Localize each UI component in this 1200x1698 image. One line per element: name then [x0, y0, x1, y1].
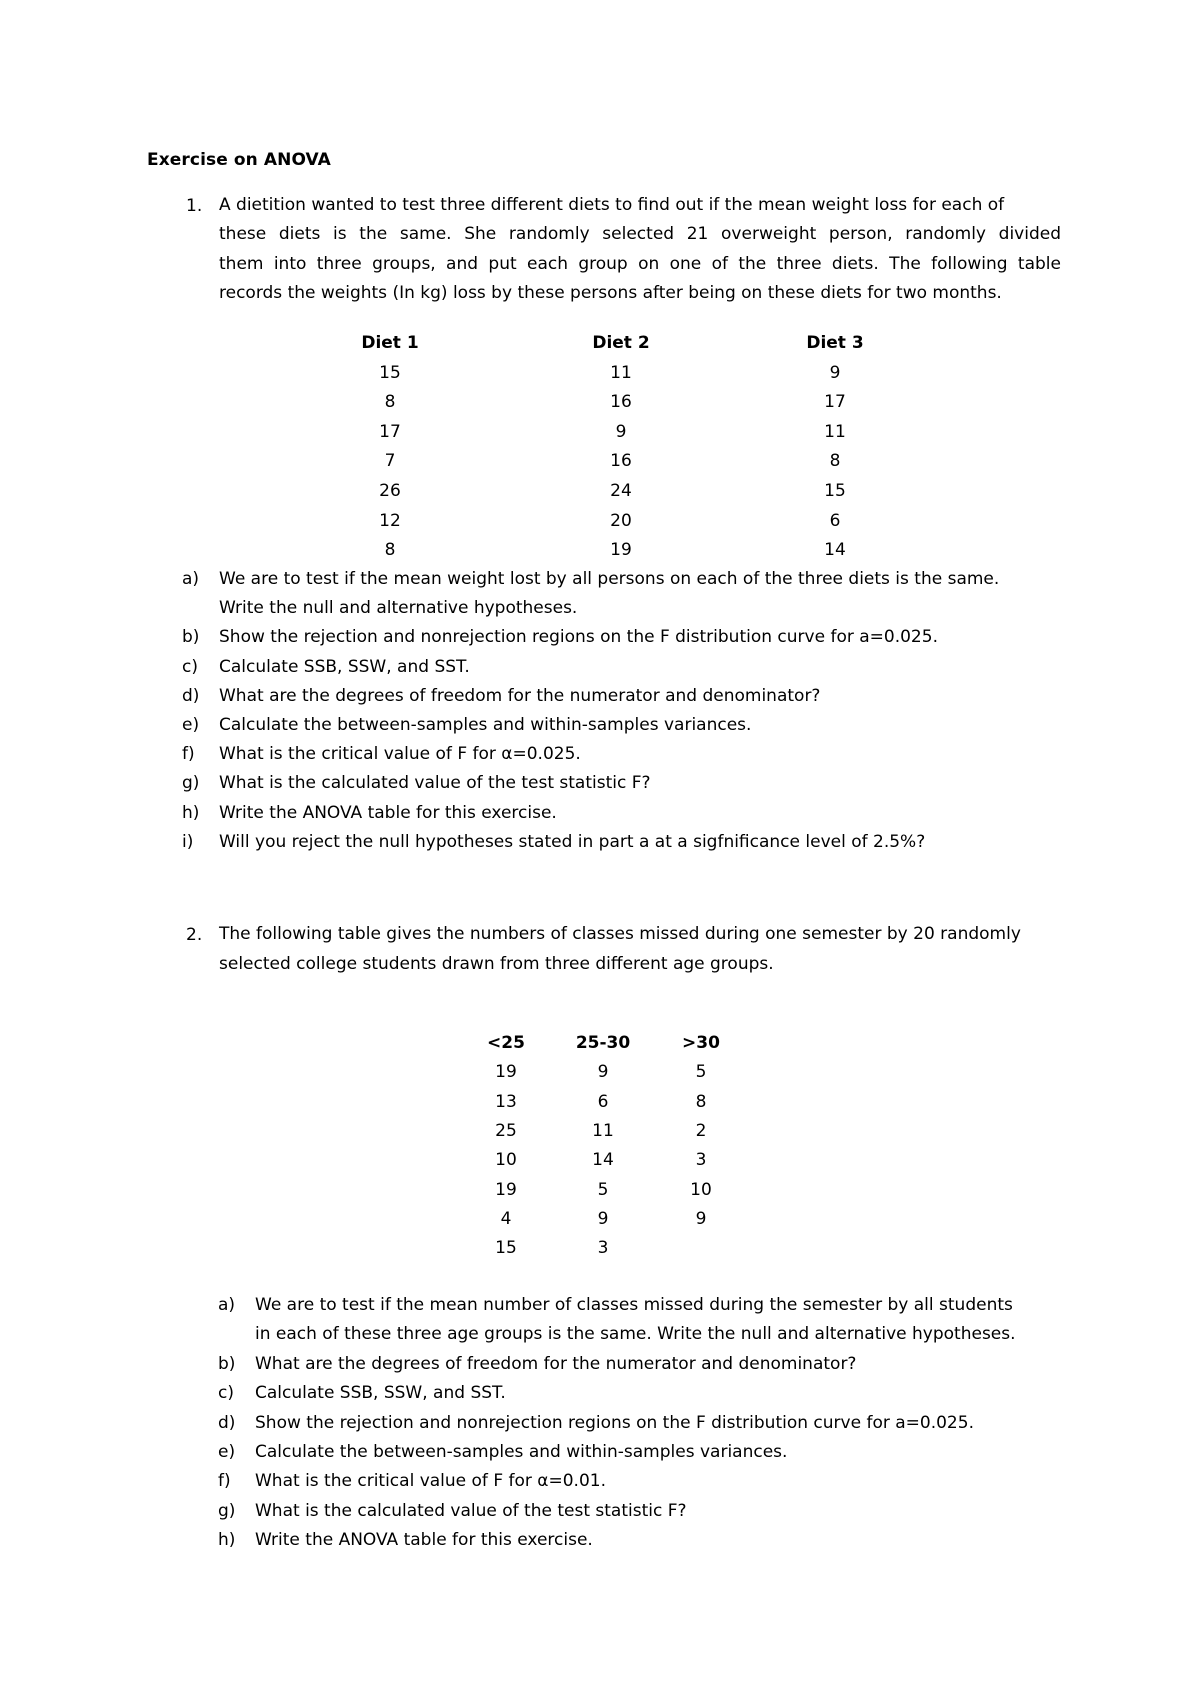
question-1-intro-line-3: them into three groups, and put each group on one of the three diets. The following table [219, 254, 1061, 274]
q1-part-letter: h) [182, 802, 200, 823]
question-1-intro-line-4: records the weights (In kg) loss by these persons after being on these diets for two months. [219, 283, 1002, 303]
q2-table-header-3: >30 [682, 1033, 720, 1053]
q2-part-text: Calculate SSB, SSW, and SST. [255, 1383, 506, 1404]
q2-table-header-1: <25 [487, 1033, 525, 1053]
q2-part-letter: c) [218, 1383, 234, 1404]
q2-table-cell: 15 [495, 1238, 517, 1259]
q1-table-cell: 15 [824, 481, 846, 501]
q2-table-cell: 3 [597, 1238, 609, 1259]
q2-table-cell: 5 [695, 1062, 707, 1083]
q1-table-cell: 17 [824, 392, 846, 413]
question-1-number: 1. [186, 196, 203, 216]
q2-part-letter: g) [218, 1500, 236, 1521]
q2-table-cell: 9 [597, 1062, 609, 1083]
q1-table-cell: 12 [379, 510, 401, 531]
q1-table-cell: 11 [824, 421, 846, 442]
q2-table-header-2: 25-30 [575, 1033, 631, 1053]
q2-part-letter: d) [218, 1412, 236, 1433]
q2-part-text: Calculate the between-samples and within-samples variances. [255, 1442, 788, 1462]
question-2-intro-line-2: selected college students drawn from three different age groups. [219, 954, 774, 974]
q2-part-text: What is the critical value of F for α=0.01. [255, 1471, 606, 1492]
q1-part-letter: c) [182, 656, 198, 677]
q2-table-cell: 2 [695, 1120, 707, 1141]
question-1-intro-line-2: these diets is the same. She randomly selected 21 overweight person, randomly divided [219, 224, 1061, 244]
q1-part-text: Calculate the between-samples and within-samples variances. [219, 715, 752, 735]
q1-table-cell: 15 [379, 362, 401, 383]
q1-table-header-1: Diet 1 [361, 333, 419, 353]
q2-table-cell: 4 [500, 1208, 512, 1229]
q2-part-letter: e) [218, 1442, 236, 1462]
q1-part-text: What is the calculated value of the test statistic F? [219, 773, 651, 794]
q2-table-cell: 10 [495, 1150, 517, 1171]
q1-table-cell: 26 [379, 481, 401, 501]
q2-table-cell: 8 [695, 1091, 707, 1112]
q2-part-letter: f) [218, 1471, 231, 1492]
q2-table-cell: 3 [695, 1150, 707, 1171]
q2-part-letter: h) [218, 1530, 236, 1551]
q2-part-text: Write the ANOVA table for this exercise. [255, 1530, 593, 1551]
question-2-number: 2. [186, 925, 203, 945]
question-1-intro-line-1: A dietition wanted to test three different diets to find out if the mean weight loss for each of [219, 195, 1005, 215]
q1-part-letter: f) [182, 744, 195, 765]
q2-part-letter: a) [218, 1295, 236, 1315]
q2-table-cell: 19 [495, 1179, 517, 1200]
q1-part-letter: b) [182, 627, 200, 648]
q2-part-letter: b) [218, 1353, 236, 1374]
q2-table-cell: 9 [695, 1208, 707, 1229]
q2-table-cell: 6 [597, 1091, 609, 1112]
q1-table-cell: 16 [610, 392, 632, 413]
q1-table-cell: 8 [384, 540, 396, 561]
page-title: Exercise on ANOVA [147, 150, 331, 170]
q2-part-text: What are the degrees of freedom for the numerator and denominator? [255, 1353, 857, 1374]
q2-part-text: We are to test if the mean number of classes missed during the semester by all students [255, 1295, 1013, 1315]
q1-part-letter: a) [182, 569, 200, 589]
q2-table-cell: 19 [495, 1062, 517, 1083]
q2-table-cell: 25 [495, 1120, 517, 1141]
q1-part-letter: e) [182, 715, 200, 735]
q1-part-text: Show the rejection and nonrejection regions on the F distribution curve for a=0.025. [219, 627, 938, 648]
q1-part-text: Calculate SSB, SSW, and SST. [219, 656, 470, 677]
q1-part-text: What is the critical value of F for α=0.025. [219, 744, 581, 765]
q2-table-cell: 11 [592, 1120, 614, 1141]
q1-table-cell: 8 [829, 451, 841, 472]
q1-table-cell: 9 [829, 362, 841, 383]
q1-part-text: Will you reject the null hypotheses stated in part a at a sigfnificance level of 2.5%? [219, 831, 926, 852]
q2-part-text: Show the rejection and nonrejection regions on the F distribution curve for a=0.025. [255, 1412, 974, 1433]
q2-table-cell: 5 [597, 1179, 609, 1200]
q1-part-text: We are to test if the mean weight lost by all persons on each of the three diets is the same. [219, 569, 1000, 589]
q2-table-cell: 13 [495, 1091, 517, 1112]
q1-table-cell: 6 [829, 510, 841, 531]
q1-table-cell: 24 [610, 481, 632, 501]
q1-table-header-2: Diet 2 [592, 333, 650, 353]
q1-table-cell: 19 [610, 540, 632, 561]
q2-part-1-continuation: in each of these three age groups is the same. Write the null and alternative hypotheses. [255, 1324, 1016, 1345]
q2-table-cell: 10 [690, 1179, 712, 1200]
q1-table-cell: 17 [379, 421, 401, 442]
q1-part-text: Write the ANOVA table for this exercise. [219, 802, 557, 823]
q1-table-cell: 9 [615, 421, 627, 442]
q1-table-cell: 14 [824, 540, 846, 561]
q2-table-cell: 14 [592, 1150, 614, 1171]
q2-table-cell: 9 [597, 1208, 609, 1229]
q2-part-text: What is the calculated value of the test statistic F? [255, 1500, 687, 1521]
question-2-intro-line-1: The following table gives the numbers of classes missed during one semester by 20 randomly [219, 924, 1021, 944]
q1-table-header-3: Diet 3 [806, 333, 864, 353]
q1-table-cell: 11 [610, 362, 632, 383]
q1-table-cell: 16 [610, 451, 632, 472]
q1-table-cell: 8 [384, 392, 396, 413]
q1-table-cell: 20 [610, 510, 632, 531]
q1-part-text: What are the degrees of freedom for the numerator and denominator? [219, 685, 821, 706]
q1-part-1-continuation: Write the null and alternative hypotheses. [219, 598, 578, 619]
q1-part-letter: i) [182, 831, 194, 852]
q1-part-letter: d) [182, 685, 200, 706]
q1-table-cell: 7 [384, 451, 396, 472]
q1-part-letter: g) [182, 773, 200, 794]
